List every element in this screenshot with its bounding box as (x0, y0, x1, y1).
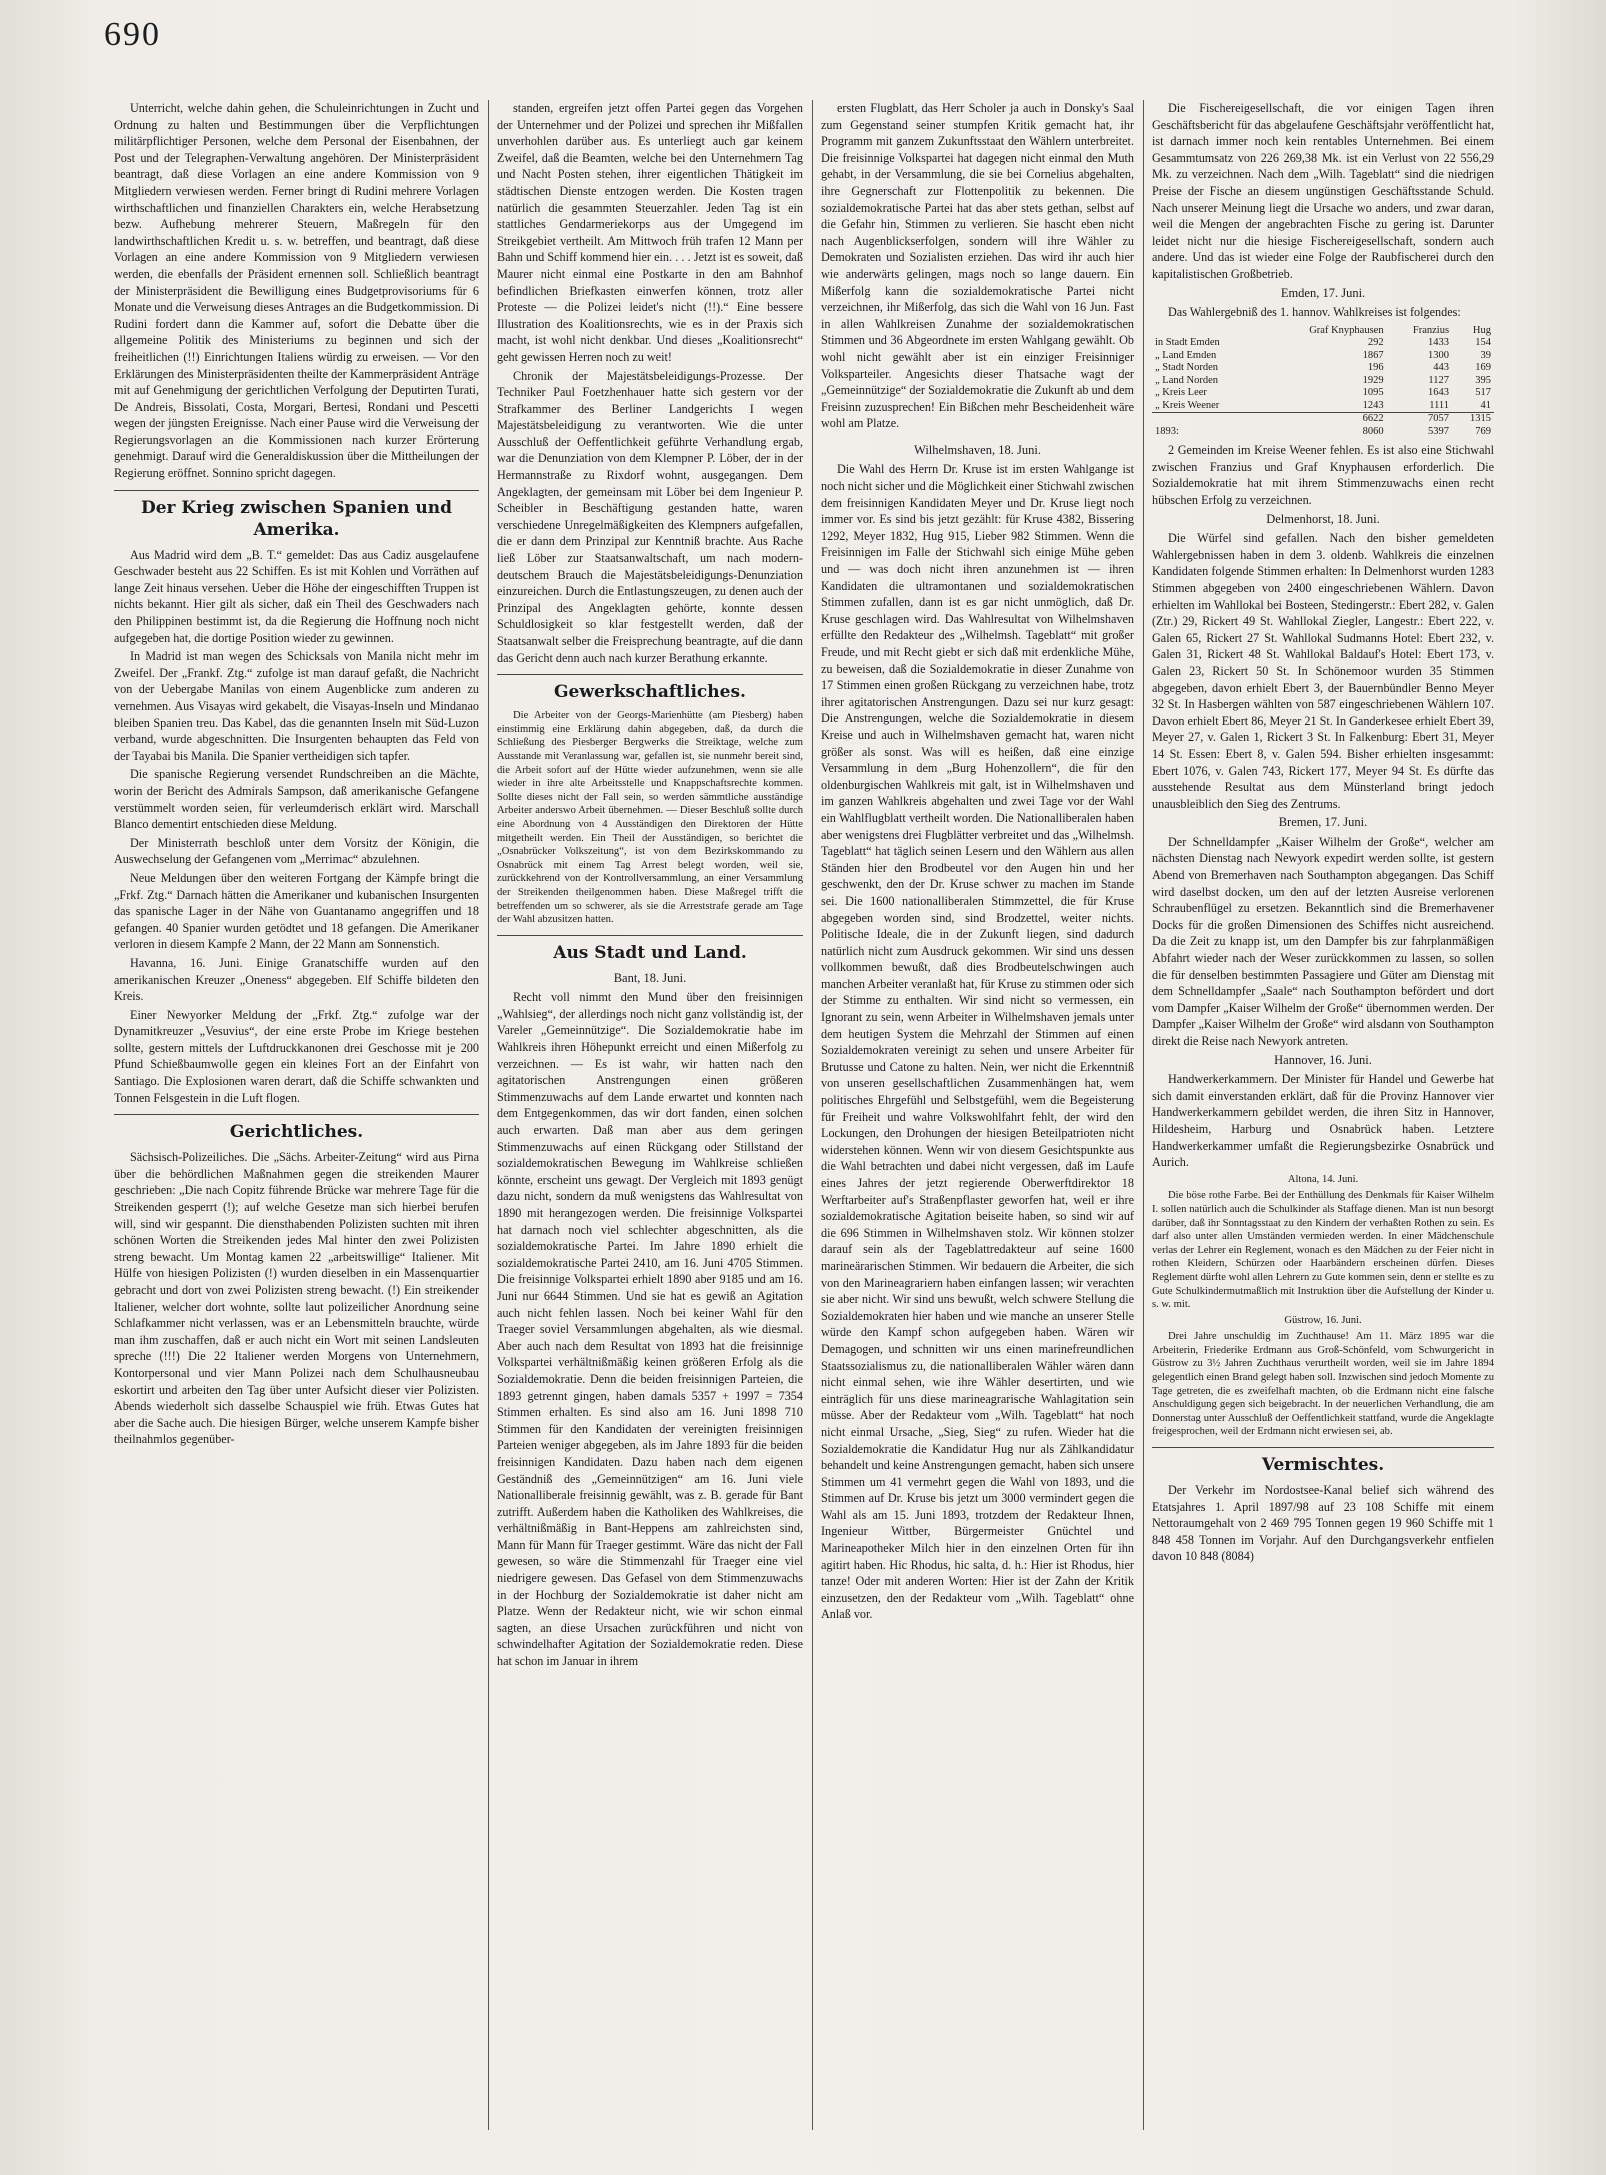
article-paragraph: Neue Meldungen über den weiteren Fortgang der Kämpfe bringt die „Frkf. Ztg.“ Darnach hätten die Amerikaner und kubanischen Insurgenten das spanische Lager in der Nähe von Guantanamo angegriffen und 18 gefangen. 40 Spanier wurden getödtet und 18 gefangen. Die Amerikaner verloren in diesem Kampfe 2 Mann, der 22 Mann am Sonnenstich. (114, 870, 479, 952)
article-paragraph: Sächsisch-Polizeiliches. Die „Sächs. Arbeiter-Zeitung“ wird aus Pirna über die behördlichen Maßnahmen gegen die streikenden Maurer geschrieben: „Die nach Copitz führende Brücke war mehrere Tage für die Streikenden gesperrt (!); auf welche Gesetze man sich hierbei berufen will, sind wir gespannt. Die diensthabenden Polizisten suchten mit ihren schönen Worten die Streikenden jedes Mal hinter den zwei Polizisten streng bewacht. Um Montag kamen 22 „arbeitswillige“ Italiener. Mit Hülfe von hiesigen Polizisten (!) wurden dieselben in ein Massenquartier gebracht und dort von zwei Polizisten streng bewacht. (!) Ein streikender Italiener, welcher dort wohnte, sollte laut polizeilicher Anordnung seine Schlafkammer nicht verlassen, was er an Lebensmitteln brauchte, würde man ihm zuschaffen, daß er auch nicht ein Wort mit seinen Landsleuten spreche (!!!) Die 22 Italiener werden Morgens von Unternehmern, Kontorpersonal und vier Mann Polizei nach dem Schulhausneubau eskortirt und arbeiten den Tag über unter Aufsicht dieser vier Polizisten. Abends wiederholt sich dasselbe Schauspiel wie früh. Etwas Gutes hat aber die Sache auch. Die hiesigen Bürger, welche unserem Kampfe bisher theilnahmlos gegenüber- (114, 1150, 479, 1447)
table-cell (1152, 413, 1262, 426)
article-paragraph: 2 Gemeinden im Kreise Weener fehlen. Es ist also eine Stichwahl zwischen Franzius und Graf Knyphausen erforderlich. Die Sozialdemokratie hat mit ihrem Stimmenzuwachs einen recht hübschen Erfolg zu verzeichnen. (1152, 443, 1494, 507)
table-cell: 7057 (1387, 413, 1452, 426)
article-paragraph: Die böse rothe Farbe. Bei der Enthüllung des Denkmals für Kaiser Wilhelm I. sollen natürlich auch die Schulkinder als Staffage dienen. Man ist nun besorgt darüber, daß ihr Sonntagsstaat zu den Kindern der verhaßten Rothen zu sein. Es darf also unter allen Umständen vermieden werden. In einer Mädchenschule verlas der Lehrer ein Reglement, wonach es den Mädchen zu der Feier nicht in rothen Kleidern, Schürzen oder Haarbändern erscheinen dürfen. Dieses Reglement dürfte wohl allen Lehrern zu Gute kommen sein, denn er stellte es zu Gute Schulkindermutmaßlich mit Instruktion über die Aufstellung der Kinder u. s. w. mit. (1152, 1190, 1494, 1311)
table-cell: 154 (1475, 337, 1491, 349)
page-number: 690 (104, 16, 161, 53)
table-cell: in Stadt Emden (1155, 337, 1220, 349)
table-cell: 39 (1480, 349, 1491, 361)
table-cell: „ Land Norden (1155, 374, 1218, 386)
table-cell: 169 (1475, 362, 1491, 374)
table-cell: 1643 (1428, 387, 1450, 399)
table-cell: 443 (1433, 362, 1450, 374)
table-cell: 395 (1475, 374, 1491, 386)
table-cell: 769 (1475, 425, 1491, 437)
table-cell: 1929 (1362, 374, 1384, 386)
table-cell: 1433 (1428, 337, 1450, 349)
table-cell: „ Kreis Leer (1155, 387, 1207, 399)
column-4 (1152, 100, 1494, 2150)
table-cell: „ Kreis Weener (1155, 399, 1220, 411)
table-row (1152, 337, 1494, 350)
article-paragraph: Die Wahl des Herrn Dr. Kruse ist im ersten Wahlgange ist noch nicht sicher und die Möglichkeit einer Stichwahl zwischen dem freisinnigen Kandidaten Meyer und Dr. Kruse liegt noch immer vor. Es sind bis jetzt gezählt: für Kruse 4382, Bissering 1292, Meyer 1832, Hug 915, Lieber 982 Stimmen. Wenn die Freisinnigen im Falle der Stichwahl sich einige Mühe geben und — was doch nicht ihren anzunehmen ist — ihren Kandidaten die ultramontanen und sozialdemokratischen Stimmen zufallen, dann ist es gar nicht unmöglich, daß Dr. Kruse geschlagen wird. Das Wahlresultat von Wilhelmshaven erfüllte den Redakteur des „Wilhelmsh. Tageblatt“ mit großer Freude, und mit Recht giebt er sich daß mit erdenkliche Mühe, zu beweisen, daß die Sozialdemokratie in dieser Zunahme von 17 Stimmen einen großen Rückgang zu verzeichnen habe, trotz ihrer agitatorischen Anstrengungen. Dazu sei nur kurz gesagt: Die Anstrengungen, welche die Sozialdemokratie in diesem Kreise und auch in Wilhelmshaven gemacht hat, waren nicht größer als sonst. Was will es heißen, daß eine einzige Versammlung in dem „Burg Hohenzollern“, die für den oldenburgischen Wahlkreis mit galt, ist in Wilhelmshaven und im ganzen Wahlkreis abgehalten und zwei Tage vor der Wahl ein Wahlflugblatt vertheilt worden. Die Nationalliberalen haben aber wenigstens drei Flugblätter verbreitet und das „Wilhelmsh. Tageblatt“ hat täglich seinen Lesern und den Wählern aus allen Ständen hier den Brodbeutel vor den Augen hin und her geschwenkt, den der Dr. Kruse schwer zu machen im Stande sei. Die 1600 nationalliberalen Stimmzettel, die für Kruse abgegeben worden sind, sind Brodzettel, weiter nichts. Politische Ideale, die in der Zukunft liegen, sind dadurch natürlich nicht zum Ausdruck gekommen. Wir sind uns dessen vollkommen bewußt, daß dies Brodbeutelschwingen auch manchen Arbeiter veranlaßt hat, für Kruse zu stimmen oder sich der Stimme zu enthalten. Wir sind nicht so vermessen, ein Ignorant zu sein, wenn Arbeiter in Wilhelmshaven jemals unter dem heutigen System die Mehrzahl der Stimmen auf einen Sozialdemokraten vereinigt zu sehen und unsere Arbeiter für Brutusse und Catone zu halten. Nein, wer nicht die Erkenntniß von unseren gesellschaftlichen Zusammenhängen hat, wem politisches Ehrgefühl und Selbstgefühl, wem die Begeisterung für Freiheit und wahre Volkswohlfahrt fehlt, der wird den Lockungen, den Drohungen der hiesigen Beteilpatrioten nicht widerstehen können. Wenn wir von diesem Gesichtspunkte aus die Wahl betrachten und dabei nicht vergessen, daß im Laufe eines Jahres der jetzt regierende Oberwerftdirektor 18 Werftarbeiter auf's Straßenpflaster geworfen hat, weil er ihre sozialdemokratische Agitation beiseite haben, so sind wir auf die 696 Stimmen in Wilhelmshaven stolz. Wir können stolzer darauf sein als der Tageblattredakteur auf seine 1600 marineärarischen Stimmen. Wir bedauern die Arbeiter, die sich von den Marineagrariern haben einfangen lassen; wir verachten sie aber nicht. Wir sind uns bewußt, welch schwere Stellung die Sozialdemokraten hier haben und wie manche an unserer Stelle würde den Kampf schon aufgegeben haben. Wären wir Demagogen, und schnitten wir uns einen marinefreundlichen Staatssozialismus zu, die nationalliberalen Wähler wären dann nicht einmal sehen, wie ihre Wähler desertirten, und wie einträglich für uns diese marineagrarische Wahlagitation sein müsse. Aber der Redakteur vom „Wilh. Tageblatt“ hat noch nicht einmal Ursache, „Sieg, Sieg“ zu rufen. Wieder hat die Sozialdemokratie die Kandidatur Hug nur als Zählkandidatur behandelt und keine Anstrengungen gemacht, haben sich unsere Stimmen um 41 vermehrt gegen die Wahl von 1893, und die Stimmen auf Dr. Kruse bis jetzt um 3000 vermindert gegen die Wahl als am 15. Juni 1893, trotzdem der Redakteur Ihnen, Ingenieur Wittber, Bürgermeister Gnüchtel und Marineapotheker Milch hier in den einzelnen Orten für ihn agitirt haben. Hic Rhodus, hic salta, d. h.: Hier ist Rhodus, hier tanze! Oder mit anderen Worten: Hier ist der Zahn der Kritik einzusetzen, den der Redakteur vom „Wilh. Tageblatt“ ohne Anlaß vor. (821, 462, 1134, 1622)
section-divider (1152, 1447, 1494, 1448)
table-row (1152, 375, 1494, 388)
table-cell: 1315 (1452, 413, 1494, 426)
article-paragraph: Einer Newyorker Meldung der „Frkf. Ztg.“ zufolge war der Dynamitkreuzer „Vesuvius“, der eine erste Probe im Kriege bestehen sollte, gestern mittels der Luftdruckkanonen drei Geschosse mit je 200 Pfund Schießbaumwolle gegen ein kleines Fort an der Einfahrt von Santiago. Die Explosionen waren derart, daß die Schiffe schwankten und Tonnen Felsgestein in die Luft flogen. (114, 1007, 479, 1105)
table-cell: „ Land Emden (1155, 349, 1217, 361)
table-cell: 1111 (1429, 399, 1450, 411)
table-cell: 5397 (1428, 425, 1450, 437)
dateline: Güstrow, 16. Juni. (1284, 1314, 1362, 1326)
column-1 (114, 100, 479, 2150)
section-heading: Aus Stadt und Land. (553, 942, 747, 963)
article-paragraph: In Madrid ist man wegen des Schicksals von Manila nicht mehr im Zweifel. Der „Frankf. Ztg.“ zufolge ist man darauf gefaßt, die Nachricht von der Uebergabe Manilas von einem Augenblicke zum anderen zu vernehmen. Aus Visayas wird gekabelt, die Visayas-Inseln und Mindanao bleiben Spanien treu. Das Kabel, das die genannten Inseln mit Süd-Luzon verband, wurde abgeschnitten. Die Insurgenten behaupten das Feld von der Tayabai bis Manila. Die Spanier vertheidigen sich tapfer. (114, 649, 479, 763)
article-paragraph: ersten Flugblatt, das Herr Scholer ja auch in Donsky's Saal zum Gegenstand seiner stumpfen Kritik gemacht hat, ihr Programm mit ganzem Zukunftsstaat den Wählern unterbreitet. Die freisinnige Volkspartei hat dagegen nicht einmal den Muth gehabt, in der Versammlung, die sie bei Cornelius abgehalten, ihre Gegnerschaft zur Flottenpolitik zu bekennen. Die sozialdemokratische Partei hat das aber stets gethan, selbst auf die Gefahr hin, Stimmen zu verlieren. Sie hascht eben nicht nach Augenblickserfolgen, sondern will ihre Wähler zu Demokraten und Sozialisten erziehen. Das wird ihr auch hier wie anderwärts gelingen, mags noch so lange dauern. Ein Mißerfolg kann die sozialdemokratische Partei nicht verzeichnen, ihr Mißerfolg, das sich die Wahl von 16 Jun. Fast in allen Wahlkreisen Zunahme der sozialdemokratischen Stimmen und 36 Abgeordnete im ersten Wahlgang gewählt. Ob wohl nicht gewählt aber ist ein einziger Freisinniger Volksparteiler. Angesichts dieser Thatsache wagt der „Gemeinnützige“ der Sozialdemokratie die Zukunft ab und dem Freisinn zuzusprechen! Ein Bißchen mehr Bescheidenheit wäre wohl am Platze. (821, 101, 1134, 431)
dateline: Altona, 14. Juni. (1287, 1173, 1359, 1185)
table-header (1152, 325, 1262, 338)
table-total-row (1152, 413, 1494, 426)
dateline: Hannover, 16. Juni. (1274, 1052, 1372, 1067)
article-paragraph: Der Verkehr im Nordostsee-Kanal belief sich während des Etatsjahres 1. April 1897/98 auf 23 108 Schiffe mit einem Nettoraumgehalt von 2 469 795 Tonnen gegen 19 960 Schiffe mit 1 848 458 Tonnen im Vorjahr. Auf den Durchgangsverkehr entfielen davon 10 848 (8084) (1152, 1483, 1494, 1564)
table-cell: 1243 (1362, 399, 1384, 411)
article-paragraph: Die Würfel sind gefallen. Nach den bisher gemeldeten Wahlergebnissen haben in dem 3. oldenb. Wahlkreis die einzelnen Kandidaten folgende Stimmen erhalten: In Delmenhorst wurden 1283 Stimmen abgegeben von 2400 eingeschriebenen Wählern. Davon erhielten im Wahllokal bei Bosteen, Stedingerstr.: Ebert 282, v. Galen (Ztr.) 29, Rickert 49 St. Wahllokal Ziegler, Langestr.: Ebert 222, v. Galen 65, Rickert 27 St. Wahllokal Sudmanns Hotel: Ebert 232, v. Galen 31, Rickert 48 St. Wahllokal Baldauf's Hotel: Ebert 173, v. Galen 23, Rickert 50 St. In Schönemoor wurden 35 Stimmen abgegeben, davon erhielt Ebert 3, der Bauernbündler Benno Meyer 32 St. In Hasbergen wählten von 587 eingeschriebenen Wählern 107. Davon erhielt Ebert 86, Meyer 21 St. In Ganderkesee erhielt Ebert 39, Meyer 27, v. Galen 1, Rickert 3 St. In Falkenburg: Ebert 31, Meyer 14 St. Essen: Ebert 8, v. Galen 594. Bisher erhielten insgesammt: Ebert 1076, v. Galen 743, Rickert 177, Meyer 94 St. Es dürfte das ausstehende Resultat aus dem Münsterland bringt jedoch unausbleiblich den Sieg des Zentrums. (1152, 531, 1494, 811)
table-row (1152, 400, 1494, 413)
election-results-table (1152, 325, 1494, 439)
article-paragraph: Der Ministerrath beschloß unter dem Vorsitz der Königin, die Auswechselung der Gefangenen vom „Merrimac“ abzulehnen. (114, 835, 479, 867)
table-row (1152, 350, 1494, 363)
column-rule (1143, 100, 1144, 2130)
table-cell: 8060 (1362, 425, 1384, 437)
dateline: Emden, 17. Juni. (1280, 285, 1366, 300)
article-paragraph: Havanna, 16. Juni. Einige Granatschiffe wurden auf den amerikanischen Kreuzer „Oneness“ abgegeben. Elf Schiffe bildeten den Kreis. (114, 955, 479, 1004)
article-paragraph: Aus Madrid wird dem „B. T.“ gemeldet: Das aus Cadiz ausgelaufene Geschwader besteht aus 22 Schiffen. Es ist mit Kohlen und Vorräthen auf lange Zeit hinaus versehen. Ueber die Höhe der eingeschifften Truppen ist nichts bekannt. Hier gilt als sicher, daß ein Theil des Geschwaders nach den Philippinen bestimmt ist, da die Regierung die Hoffnung noch nicht aufgegeben hat, die dortige Position wieder zu gewinnen. (114, 547, 479, 645)
article-paragraph: standen, ergreifen jetzt offen Partei gegen das Vorgehen der Unternehmer und der Polizei und sprechen ihr Mißfallen unverhohlen darüber aus. Es unterliegt auch gar keinem Zweifel, daß die Beamten, welche bei den Unternehmern Tag und Nacht Posten stehen, ihrer eigentlichen Thätigkeit im städtischen Dienste entzogen werden. Die Kosten tragen natürlich die gesammten Steuerzahler. Jeden Tag ist ein stattliches Gendarmeriekorps aus der Umgegend im Streikgebiet vertheilt. Am Mittwoch früh trafen 12 Mann per Bahn und Schiff kommend hier ein. . . . Jetzt ist es soweit, daß Maurer nicht einmal eine Postkarte in den am Bahnhof befindlichen Briefkasten einwerfen können, trotz aller Proteste — die Polizei leidet's nicht (!!).“ Eine bessere Illustration des Koalitionsrechts, wie es in der Praxis sich macht, ist wohl nicht denkbar. Und dieses „Koalitionsrecht“ geht gewissen Herren noch zu weit! (497, 101, 803, 364)
dateline: Bant, 18. Juni. (613, 970, 687, 985)
section-heading: Vermischtes. (1261, 1455, 1385, 1476)
table-compare-row (1152, 426, 1494, 439)
table-row (1152, 387, 1494, 400)
article-paragraph: Chronik der Majestätsbeleidigungs-Prozesse. Der Techniker Paul Foetzhenhauer hatte sich gestern vor der Strafkammer des Berliner Landgerichts I wegen Majestätsbeleidigung zu verantworten. Wie die unter Ausschluß der Oeffentlichkeit geführte Verhandlung ergab, war die Denunziation von dem Klempner P. Löber, der in der Hermannstraße zu Rixdorf wohnt, ausgegangen. Dem Angeklagten, der gemeinsam mit Löber bei dem Ingenieur P. Scheibler in Beschäftigung gestanden hatte, waren verschiedene Unregelmäßigkeiten des Klempners aufgefallen, die er dann dem Prinzipal zur Kenntniß brachte. Aus Rache ließ Löber zur Staatsanwaltschaft, um nach modern-deutschem Brauch die Majestätsbeleidigungs-Denunziation einzureichen. Durch die Entlastungszeugen, zu denen auch der Prinzipal des Angeklagten gehörte, konnte dessen Schuldlosigkeit so klar festgestellt werden, daß der Staatsanwalt selber die Freisprechung beantragte, auf die dann das Gericht denn auch nach kurzer Berathung erkannte. (497, 368, 803, 665)
article-paragraph: Die Arbeiter von der Georgs-Marienhütte (am Piesberg) haben einstimmig eine Erklärung dahin abgegeben, daß, da durch die Schließung des Piesberger Bergwerks die Streiktage, welche zum Ausstande mit Veranlassung war, gefallen ist, sie nunmehr bereit sind, die Arbeit sofort auf der Hütte wieder aufzunehmen, wenn sie alle wieder in ihre alte Arbeitsstelle und Knappschaftsrechte kommen. Sollte dieses nicht der Fall sein, so werden sämmtliche ausständige Arbeiter anderswo Arbeit übernehmen. — Dieser Beschluß sollte durch eine Abordnung von 4 Ausständigen den Direktoren der Hütte mitgetheilt werden. Ein Theil der Ausständigen, so berichtet die „Osnabrücker Volkszeitung“, ist von dem Bezirkskommando zu Osnabrück mit einem Tag Arrest belegt worden, weil sie, zurückkehrend von der Kontrollversammlung, an einer Versammlung der Streikenden theilgenommen haben. Diese Maßregel trifft die betreffenden um so schwerer, als sie die Arreststrafe gerade am Tage der Wahl abzusitzen hatten. (497, 710, 803, 926)
section-divider (114, 490, 479, 491)
table-cell: 1095 (1362, 387, 1384, 399)
table-header-row (1152, 325, 1494, 338)
column-rule (812, 100, 813, 2130)
section-divider (497, 935, 803, 936)
table-cell: 1127 (1428, 374, 1450, 386)
table-cell: 292 (1367, 337, 1384, 349)
article-paragraph: Das Wahlergebniß des 1. hannov. Wahlkreises ist folgendes: (1168, 305, 1461, 320)
section-divider (497, 674, 803, 675)
table-cell: 1300 (1428, 349, 1450, 361)
dateline: Bremen, 17. Juni. (1278, 815, 1368, 830)
section-heading: Gewerkschaftliches. (554, 682, 746, 703)
table-cell: 196 (1367, 362, 1384, 374)
table-header: Hug (1472, 324, 1491, 336)
table-header: Graf Knyphausen (1309, 324, 1384, 336)
table-cell: 41 (1480, 399, 1491, 411)
column-3 (821, 100, 1134, 2150)
column-2 (497, 100, 803, 2150)
dateline: Wilhelmshaven, 18. Juni. (914, 442, 1041, 457)
table-header: Franzius (1412, 324, 1450, 336)
article-paragraph: Unterricht, welche dahin gehen, die Schuleinrichtungen in Zucht und Ordnung zu halten und Bestimmungen über die Verpflichtungen militärpflichtiger Personen, welche dem Personal der Eisenbahnen, der Post und der Telegraphen-Verwaltung angehören. Der Ministerpräsident beantragt, daß diese Vorlagen an eine andere Kommission von 9 Mitgliedern verwiesen werden. Ferner bringt di Rudini mehrere Vorlagen wirthschaftlichen und finanziellen Charakters ein, welche Herabsetzung bezw. Aufhebung mehrerer Steuern, Maßregeln für den landwirthschaftlichen Kredit u. s. w. betreffen, und beantragt, daß diese Vorlagen an eine andere Kommission von 9 Mitgliedern verwiesen werden, die ebenfalls der Präsident ernennen soll. Schließlich beantragt der Ministerpräsident die Bewilligung eines Budgetprovisoriums für 6 Monate und die Verweisung dieses Antrages an die Budgetkommission. Di Rudini fordert dann die Kammer auf, sofort die Debatte über die allgemeine Politik des Ministeriums zu beginnen und sich der freiheitlichen (!!) Einrichtungen Italiens würdig zu erweisen. — Vor den Erklärungen des Ministerpräsidenten theilte der Kammerpräsident Anträge mit auf Genehmigung der gerichtlichen Verfolgung der Deputirten Turati, De Andreis, Bissolati, Costa, Morgari, Bertesi, Rondani und Pescetti wegen der jüngsten Ereignisse. Nach einer Pause wird die Verweisung der Regierungsvorlagen an die Kommissionen nach kurzer Erörterung genehmigt. Darauf wird die Generaldiskussion über die Mittheilungen der Regierung eröffnet. Sonnino spricht dagegen. (114, 101, 479, 481)
article-paragraph: Handwerkerkammern. Der Minister für Handel und Gewerbe hat sich damit einverstanden erklärt, daß für die Provinz Hannover vier Handwerkerkammern gebildet werden, die ihren Sitz in Hannover, Hildesheim, Harburg und Osnabrück haben. Letztere Handwerkerkammer umfaßt die Regierungsbezirke Osnabrück und Aurich. (1152, 1072, 1494, 1170)
table-cell: „ Stadt Norden (1155, 362, 1218, 374)
column-rule (488, 100, 489, 2130)
article-paragraph: Die Fischereigesellschaft, die vor einigen Tagen ihren Geschäftsbericht für das abgelaufene Geschäftsjahr veröffentlicht hat, ist darnach immer noch kein rentables Unternehmen. Bei einem Gesammtumsatz von 226 269,38 Mk. ist ein Verlust von 22 556,29 Mk. zu verzeichnen. Nach dem „Wilh. Tageblatt“ sind die niedrigen Preise der Fische an diesem ungünstigen Geschäftsstande Schuld. Nach unserer Meinung liegt die Ursache wo anders, und zwar daran, weil die Mengen der angebrachten Fische zu gering ist. Darunter leidet nicht nur die hiesige Fischereigesellschaft, sondern auch andere. Und das ist wieder eine Folge der Raubfischerei durch den kapitalistischen Großbetrieb. (1152, 101, 1494, 281)
table-cell: 517 (1475, 387, 1491, 399)
article-paragraph: Drei Jahre unschuldig im Zuchthause! Am 11. März 1895 war die Arbeiterin, Friederike Erdmann aus Groß-Schönfeld, vom Schwurgericht in Güstrow zu 3½ Jahren Zuchthaus verurtheilt worden, weil sie im Jahre 1894 gelegentlich einen Brand gelegt haben soll. Inzwischen sind jedoch Momente zu Tage getreten, die es zweifelhaft machten, ob die Erdmann nicht eine falsche Anschuldigung gegen sich beigebracht. In der neuerlichen Verhandlung, die am Donnerstag unter Ausschluß der Oeffentlichkeit stattfand, wurde die Angeklagte freigesprochen, weil der Erdmann nicht erwiesen sei, ab. (1152, 1331, 1494, 1438)
section-heading: Der Krieg zwischen Spanien und Amerika. (140, 497, 453, 540)
dateline: Delmenhorst, 18. Juni. (1266, 511, 1380, 526)
table-row (1152, 362, 1494, 375)
table-cell: 6622 (1262, 413, 1387, 426)
table-cell: 1867 (1362, 349, 1384, 361)
article-paragraph: Der Schnelldampfer „Kaiser Wilhelm der Große“, welcher am nächsten Dienstag nach Newyork expedirt werden sollte, ist gestern Abend von Bremerhaven nach Southampton abgegangen. Das Schiff wird daselbst docken, um den auf der letzten Ausreise verlorenen Schraubenflügel zu ersetzen. Bekanntlich sind die Bremerhavener Docks für die großen Dimensionen des Schiffes nicht ausreichend. Da die Zeit zu knapp ist, um den Dampfer bis zur fahrplanmäßigen Abfahrt wieder nach der Weser zurückkommen zu lassen, so sollen die für denselben bestimmten Passagiere und Güter am Dienstag mit dem Schnelldampfer „Saale“ nach Southampton befördert und dort vom Dampfer „Kaiser Wilhelm der Große“ übernommen werden. Der Dampfer „Kaiser Wilhelm der Große“ wird alsdann von Southampton direkt die Reise nach Newyork antreten. (1152, 834, 1494, 1048)
table-cell: 1893: (1155, 425, 1179, 437)
section-divider (114, 1114, 479, 1115)
article-paragraph: Die spanische Regierung versendet Rundschreiben an die Mächte, worin der Bericht des Admirals Sampson, daß amerikanische Gefangene verstümmelt worden seien, für verleumderisch erklärt wird. Marschall Blanco dementirt entschieden diese Meldung. (114, 767, 479, 832)
section-heading: Gerichtliches. (229, 1122, 364, 1143)
article-paragraph: Recht voll nimmt den Mund über den freisinnigen „Wahlsieg“, der allerdings noch nicht ganz vollständig ist, der Vareler „Gemeinnützige“. Die Sozialdemokratie habe im Wahlkreis ihren Höhepunkt erreicht und einen Mißerfolg zu verzeichnen. — Es ist wahr, wir hatten nach den agitatorischen Anstrengungen einen größeren Stimmenzuwachs auf dem Lande erwartet und konnten nach dem Entgegenkommen, das wir dort fanden, einen solchen auch erwarten. Daß man aber aus dem geringen Stimmenzuwachs auf einen Rückgang oder Stillstand der sozialdemokratischen Bewegung im Wahlkreise schließen könnte, erscheint uns gewagt. Der Vergleich mit 1893 genügt dazu nicht, sondern da muß wenigstens das Wahlresultat von 1890 mit herangezogen werden. Die freisinnige Volkspartei hat darnach noch viel schlechter abgeschnitten, als die sozialdemokratische Partei. Im Jahre 1890 erhielt die sozialdemokratische Partei 2410, am 16. Juni 4705 Stimmen. Die freisinnige Volkspartei erhielt 1890 aber 9185 und am 16. Juni nur 6644 Stimmen. Und sie hat es gewiß an Agitation auch nicht fehlen lassen. Noch bei keiner Wahl für den Traeger soviel Versammlungen abgehalten, als wie diesmal. Aber auch nach dem Resultat von 1893 hat die freisinnige Volkspartei verhältnißmäßig keinen größeren Erfolg als die Sozialdemokratie. Denn die beiden freisinnigen Parteien, die 1893 getrennt gingen, haben damals 5357 + 1997 = 7354 Stimmen erhalten. Es sind also am 16. Juni 1898 710 Stimmen für den Kandidaten der vereinigten freisinnigen Parteien weniger abgegeben, als im Jahre 1893 für die beiden freisinnigen Kandidaten. Dazu haben nach dem eigenen Geständniß des „Gemeinnützigen“ am 16. Juni viele Nationalliberale freisinnig gewählt, was z. B. gerade für Bant zutrifft. Außerdem haben die Katholiken des Wahlkreises, die verhältnißmäßig in Bant-Heppens am zahlreichsten sind, Mann für Mann für Traeger gestimmt. Wäre das nicht der Fall gewesen, so wäre die Stimmenzahl für Traeger eine viel niedrigere gewesen. Das Gefasel von dem Stimmenzuwachs in der Hochburg der Sozialdemokratie ist daher nicht am Platze. Wenn der Redakteur nicht, wie wir schon einmal sagten, an diese Ursachen zurückführen und nicht von schwindelhafter Agitation der Sozialdemokratie reden. Diese hat schon im Januar in ihrem (497, 990, 803, 1669)
